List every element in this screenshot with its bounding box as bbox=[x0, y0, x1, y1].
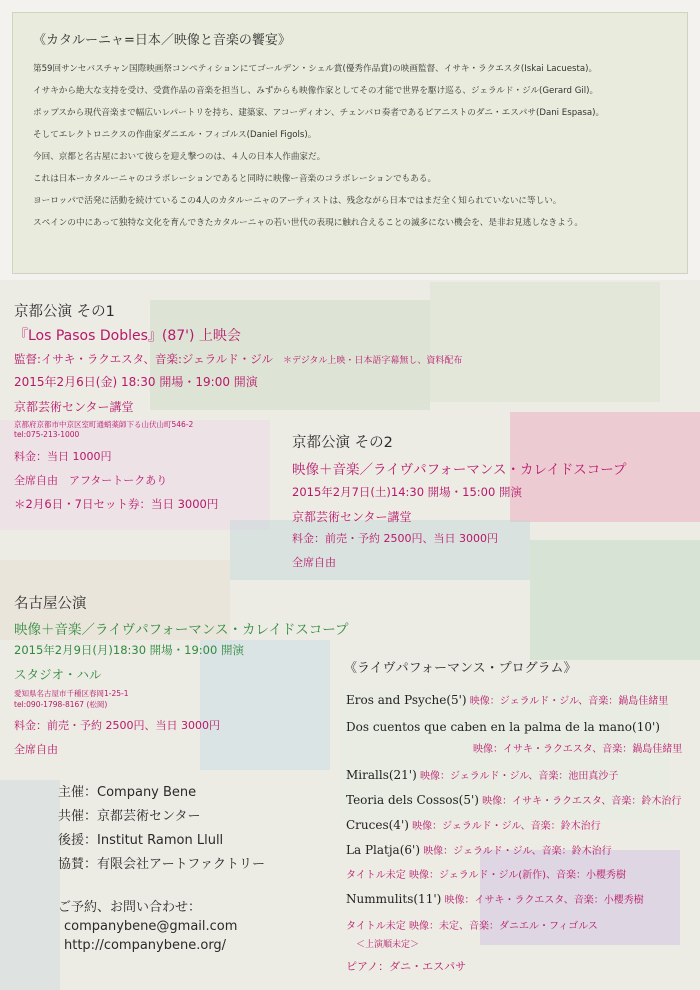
kyoto1-free-seating: 全席自由 アフタートークあり bbox=[14, 474, 168, 487]
program-work: La Platja(6') bbox=[346, 843, 420, 857]
credit-name: 京都芸術センター bbox=[97, 809, 201, 824]
program-item bbox=[346, 917, 598, 932]
program-item bbox=[346, 866, 626, 881]
credit-row: 協賛：有限会社アートファクトリー bbox=[58, 857, 265, 872]
program-credit: 映像：イサキ・ラクエスタ、音楽：鈴木治行 bbox=[482, 796, 682, 807]
kyoto1-note: ＊デジタル上映・日本語字幕無し、資料配布 bbox=[282, 356, 463, 366]
program-item bbox=[346, 767, 618, 782]
intro-box bbox=[12, 12, 688, 274]
credits-list bbox=[58, 781, 265, 877]
kyoto1-tel: tel:075-213-1000 bbox=[14, 430, 80, 439]
program-heading: 《ライヴパフォーマンス・プログラム》 bbox=[344, 661, 577, 676]
nagoya-fee: 料金：前売・予約 2500円、当日 3000円 bbox=[14, 719, 220, 732]
kyoto2-venue: 京都芸術センター講堂 bbox=[292, 510, 412, 524]
kyoto1-set-ticket: ＊2月6日・7日セット券：当日 3000円 bbox=[14, 497, 219, 511]
contact-email[interactable]: companybene@gmail.com bbox=[64, 919, 238, 934]
intro-title: 《カタルーニャ=日本／映像と音楽の饗宴》 bbox=[33, 33, 291, 48]
program-item bbox=[346, 792, 681, 807]
credit-row: 共催：京都芸術センター bbox=[58, 809, 201, 824]
kyoto2-fee: 料金：前売・予約 2500円、当日 3000円 bbox=[292, 532, 498, 545]
credit-role: 主催 bbox=[58, 785, 85, 800]
nagoya-title: 映像＋音楽／ライヴパフォーマンス・カレイドスコープ bbox=[14, 622, 349, 638]
nagoya-date: 2015年2月9日(月)18:30 開場・19:00 開演 bbox=[14, 643, 244, 657]
contact-label: ご予約、お問い合わせ： bbox=[58, 900, 202, 915]
kyoto1-address: 京都府京都市中京区室町通蛸薬師下る山伏山町546-2 bbox=[14, 420, 194, 429]
kyoto2-date: 2015年2月7日(土)14:30 開場・15:00 開演 bbox=[292, 485, 522, 499]
program-item bbox=[346, 817, 601, 832]
program-item bbox=[346, 842, 612, 857]
credit-role: 共催 bbox=[58, 809, 85, 824]
program-order-note: ＜上演順未定＞ bbox=[356, 940, 420, 950]
nagoya-venue: スタジオ・ハル bbox=[14, 667, 102, 682]
intro-paragraph: イサキから絶大な支持を受け、受賞作品の音楽を担当し、みずからも映像作家としてその才能で世界を駆け巡る、ジェラルド・ジル(Gerard Gil)。 bbox=[33, 86, 599, 96]
program-item bbox=[346, 692, 668, 707]
kyoto1-venue: 京都芸術センター講堂 bbox=[14, 400, 134, 414]
kyoto1-credit-text: 監督:イサキ・ラクエスタ、音楽:ジェラルド・ジル bbox=[14, 352, 273, 366]
program-credit: 映像：ジェラルド・ジル(新作)、音楽：小櫻秀樹 bbox=[409, 870, 627, 881]
program-credit: 映像：イサキ・ラクエスタ、音楽：鍋島佳緒里 bbox=[473, 744, 683, 755]
nagoya-heading: 名古屋公演 bbox=[14, 596, 87, 612]
credit-name: Institut Ramon Llull bbox=[97, 833, 224, 848]
intro-paragraph: これは日本ーカタルーニャのコラボレーションであると同時に映像ー音楽のコラボレーションでもある。 bbox=[33, 174, 437, 184]
intro-paragraph: 第59回サンセバスチャン国際映画祭コンペティションにてゴールデン・シェル賞(優秀作品賞)の映画監督、イサキ・ラクエスタ(Iskai Lacuesta)。 bbox=[33, 64, 598, 74]
kyoto1-heading: 京都公演 その1 bbox=[14, 304, 115, 320]
intro-paragraph: スペインの中にあって独特な文化を育んできたカタルーニャの若い世代の表現に触れ合えることの滅多にない機会を、是非お見逃しなきよう。 bbox=[33, 218, 583, 228]
credit-role: 後援 bbox=[58, 833, 85, 848]
program-credit: 映像：ジェラルド・ジル、音楽：鈴木治行 bbox=[412, 821, 601, 832]
kyoto2-title: 映像＋音楽／ライヴパフォーマンス・カレイドスコープ bbox=[292, 462, 627, 478]
intro-paragraph: 今回、京都と名古屋において彼らを迎え撃つのは、４人の日本人作曲家だ。 bbox=[33, 152, 326, 162]
program-item bbox=[346, 891, 644, 906]
program-credit: 映像：ジェラルド・ジル、音楽：鈴木治行 bbox=[423, 846, 612, 857]
program-work: Cruces(4') bbox=[346, 818, 409, 832]
kyoto2-free-seating: 全席自由 bbox=[292, 556, 336, 569]
program-piano: ピアノ：ダニ・エスパサ bbox=[346, 960, 467, 973]
program-credit: 映像：未定、音楽：ダニエル・フィゴルス bbox=[409, 921, 598, 932]
program-work: Dos cuentos que caben en la palma de la mano(10') bbox=[346, 720, 660, 734]
program-item bbox=[346, 720, 660, 734]
credit-name: 有限会社アートファクトリー bbox=[97, 857, 265, 872]
contact-url[interactable]: http://companybene.org/ bbox=[64, 938, 227, 953]
program-work: Eros and Psyche(5') bbox=[346, 693, 467, 707]
credit-row: 主催：Company Bene bbox=[58, 785, 197, 800]
program-credit: 映像：ジェラルド・ジル、音楽：鍋島佳緒里 bbox=[469, 696, 669, 707]
kyoto1-title: 『Los Pasos Dobles』(87') 上映会 bbox=[14, 328, 241, 344]
kyoto2-heading: 京都公演 その2 bbox=[292, 435, 393, 451]
kyoto1-credit bbox=[14, 351, 462, 367]
program-work: Teoria dels Cossos(5') bbox=[346, 793, 479, 807]
nagoya-free-seating: 全席自由 bbox=[14, 743, 58, 756]
nagoya-address: 愛知県名古屋市千種区春岡1-25-1 bbox=[14, 689, 129, 698]
program-work: タイトル未定 bbox=[346, 921, 406, 932]
intro-paragraph: そしてエレクトロニクスの作曲家ダニエル・フィゴルス(Daniel Figols)。 bbox=[33, 130, 317, 140]
credit-role: 協賛 bbox=[58, 857, 85, 872]
program-work: Nummulits(11') bbox=[346, 892, 442, 906]
credit-name: Company Bene bbox=[97, 785, 197, 800]
kyoto1-date: 2015年2月6日(金) 18:30 開場・19:00 開演 bbox=[14, 375, 258, 389]
program-work: Miralls(21') bbox=[346, 768, 417, 782]
program-work: タイトル未定 bbox=[346, 870, 406, 881]
program-credit: 映像：イサキ・ラクエスタ、音楽：小櫻秀樹 bbox=[444, 895, 644, 906]
credit-row: 後援：Institut Ramon Llull bbox=[58, 833, 224, 848]
contact-block bbox=[58, 898, 237, 955]
kyoto1-fee: 料金：当日 1000円 bbox=[14, 450, 112, 463]
intro-paragraph: ヨーロッパで活発に活動を続けているこの4人のカタルーニャのアーティストは、残念ながら日本ではまだ全く知られていないに等しい。 bbox=[33, 196, 562, 206]
intro-paragraph: ポップスから現代音楽まで幅広いレパートリを持ち、建築家、アコーディオン、チェンバロ奏者であるピアニストのダニ・エスパサ(Dani Espasa)。 bbox=[33, 108, 605, 118]
nagoya-tel: tel:090-1798-8167 (松岡) bbox=[14, 700, 108, 709]
program-credit: 映像：ジェラルド・ジル、音楽：池田真沙子 bbox=[419, 771, 619, 782]
